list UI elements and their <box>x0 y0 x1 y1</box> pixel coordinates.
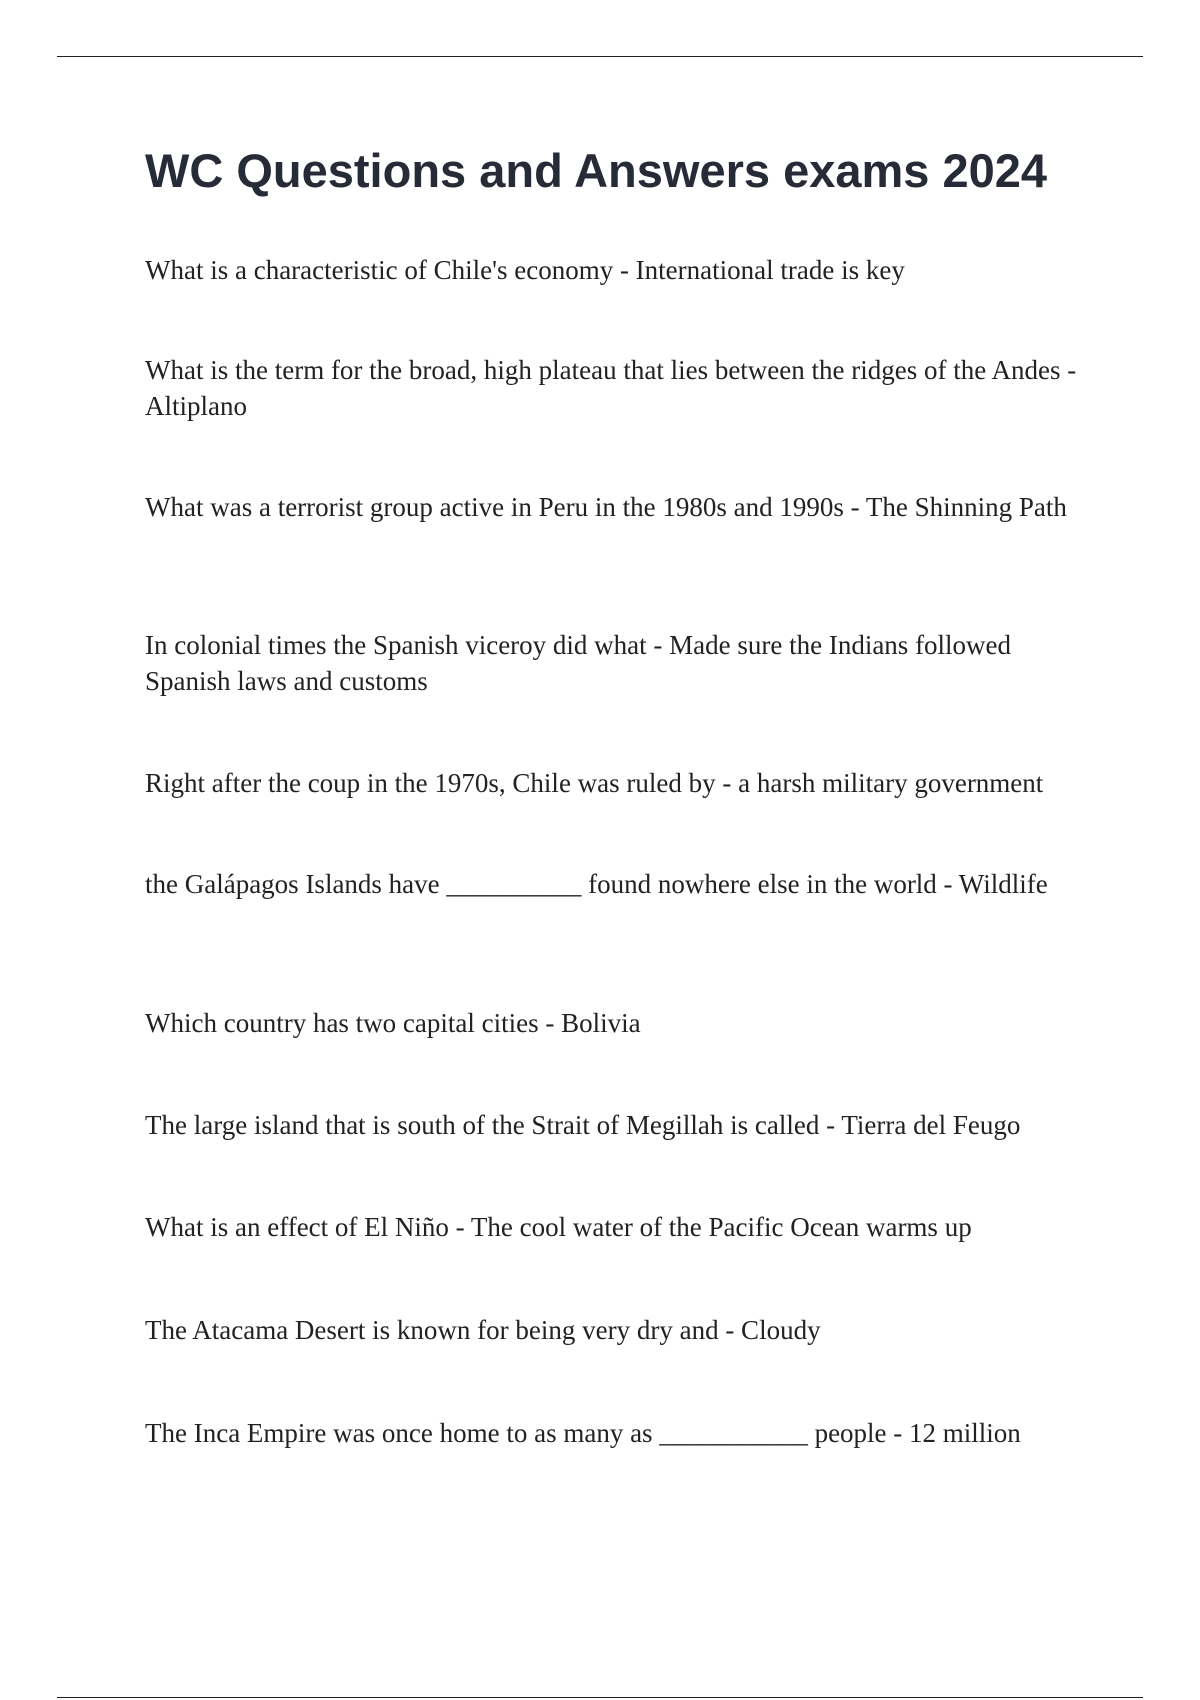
qa-item: What is the term for the broad, high plateau that lies between the ridges of the Andes - Altiplano <box>145 355 1077 421</box>
qa-item: What is a characteristic of Chile's economy - International trade is key <box>145 255 905 285</box>
qa-item: What is an effect of El Niño - The cool water of the Pacific Ocean warms up <box>145 1212 972 1242</box>
qa-item: Which country has two capital cities - Bolivia <box>145 1008 641 1038</box>
qa-item: The Inca Empire was once home to as many as ___________ people - 12 million <box>145 1418 1021 1448</box>
qa-item: What was a terrorist group active in Peru in the 1980s and 1990s - The Shinning Path <box>145 492 1067 522</box>
qa-item: The Atacama Desert is known for being very dry and - Cloudy <box>145 1315 821 1345</box>
qa-item: The large island that is south of the Strait of Megillah is called - Tierra del Feugo <box>145 1110 1021 1140</box>
qa-item: In colonial times the Spanish viceroy did what - Made sure the Indians followed Spanish laws and customs <box>145 630 1012 696</box>
qa-item: the Galápagos Islands have __________ found nowhere else in the world - Wildlife <box>145 869 1048 899</box>
qa-item: Right after the coup in the 1970s, Chile was ruled by - a harsh military government <box>145 768 1044 798</box>
top-rule <box>57 56 1143 57</box>
document-title: WC Questions and Answers exams 2024 <box>145 144 1048 197</box>
bottom-rule <box>57 1697 1143 1698</box>
